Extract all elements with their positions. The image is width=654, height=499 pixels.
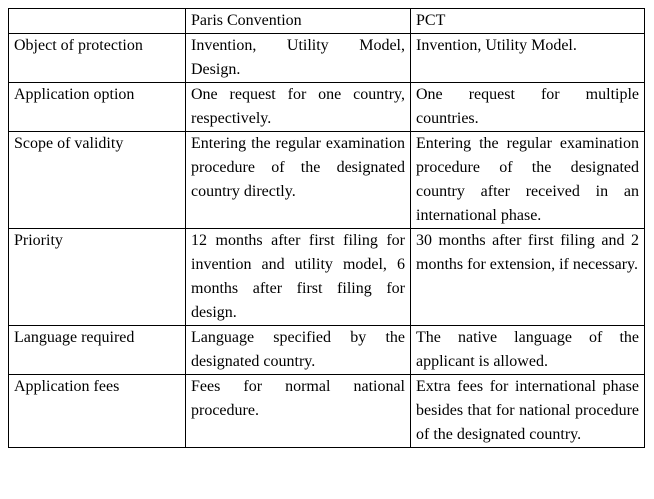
pct-cell: Invention, Utility Model. [411,34,645,83]
table-row [9,83,645,132]
paris-cell: 12 months after first filing for invention and utility model, 6 months after first filing for design. [186,229,411,326]
row-label: Application option [9,83,186,132]
pct-cell: Extra fees for international phase besides that for national procedure of the designated country. [411,375,645,448]
comparison-table [8,8,645,448]
header-pct: PCT [411,9,645,34]
paris-cell: Language specified by the designated country. [186,326,411,375]
paris-cell: Entering the regular examination procedure of the designated country directly. [186,132,411,229]
paris-cell: Fees for normal national procedure. [186,375,411,448]
row-label: Language required [9,326,186,375]
paris-cell: Invention, Utility Model, Design. [186,34,411,83]
row-label: Application fees [9,375,186,448]
table-row [9,34,645,83]
paris-cell: One request for one country, respectively. [186,83,411,132]
table-row [9,375,645,448]
header-empty [9,9,186,34]
row-label: Object of protection [9,34,186,83]
pct-cell: The native language of the applicant is allowed. [411,326,645,375]
row-label: Priority [9,229,186,326]
table-row [9,229,645,326]
pct-cell: One request for multiple countries. [411,83,645,132]
table-row [9,132,645,229]
header-row [9,9,645,34]
pct-cell: Entering the regular examination procedure of the designated country after received in an international phase. [411,132,645,229]
header-paris-convention: Paris Convention [186,9,411,34]
row-label: Scope of validity [9,132,186,229]
table-row [9,326,645,375]
pct-cell: 30 months after first filing and 2 months for extension, if necessary. [411,229,645,326]
